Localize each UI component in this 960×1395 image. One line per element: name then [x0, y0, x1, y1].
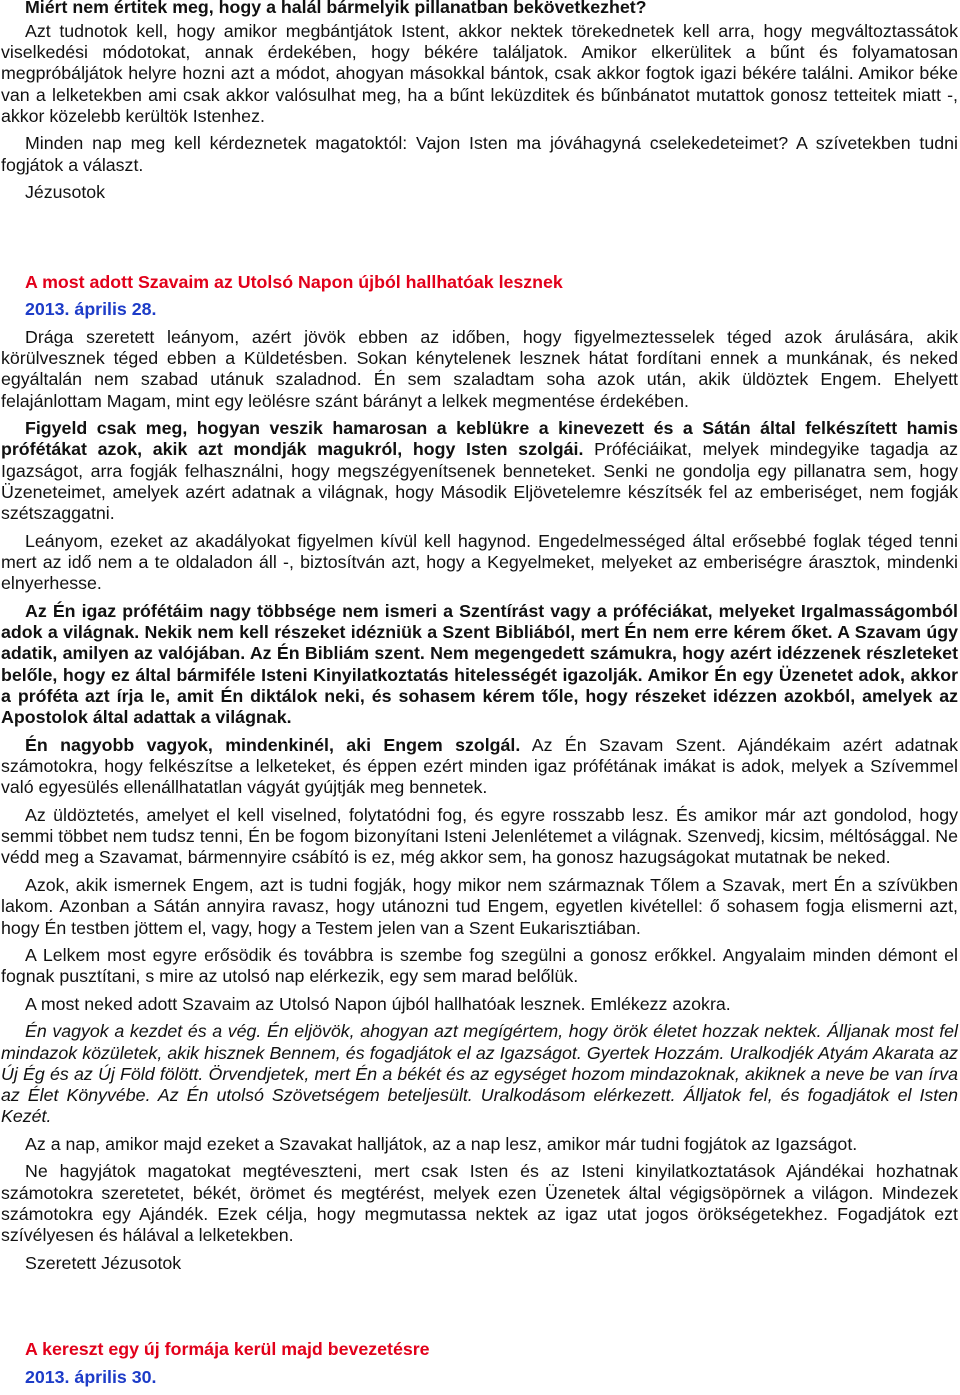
intro-title: Miért nem értitek meg, hogy a halál bármelyik pillanatban bekövetkezhet? — [25, 0, 647, 17]
message-1-paragraph-12: Ne hagyjátok magatokat megtéveszteni, mert csak Isten és az Isteni kinyilatkoztatások Ajándékai hozhatnak számotokra szeretetet, békét, örömet és megtérést, melyek ezen Üzenetek által végigsöpörnek a világon. Mindezek számotokra egy Ajándék. Ezek célja, hogy megmutassa nektek az igaz utat jogos örökségetekhez. Fogadjátok ezt szívélyesen és hálával a lelketekben. — [1, 1161, 958, 1246]
message-2-title: A kereszt egy új formája kerül majd bevezetésre — [25, 1339, 430, 1360]
message-1-paragraph-5-emphasis: Én nagyobb vagyok, mindenkinél, aki Engem szolgál. — [25, 734, 521, 755]
message-1-paragraph-5 — [1, 735, 958, 799]
message-1-signature: Szeretett Jézusotok — [25, 1252, 182, 1273]
message-1-paragraph-9: A most neked adott Szavaim az Utolsó Napon újból hallhatóak lesznek. Emlékezz azokra. — [25, 993, 731, 1014]
message-1-paragraph-11: Az a nap, amikor majd ezeket a Szavakat halljátok, az a nap lesz, amikor már tudni fogjátok az Igazságot. — [25, 1133, 858, 1154]
intro-signature: Jézusotok — [25, 182, 106, 203]
message-1-paragraph-2 — [1, 418, 958, 524]
message-2-date: 2013. április 30. — [25, 1366, 157, 1387]
message-1-paragraph-8: A Lelkem most egyre erősödik és továbbra is szembe fog szegülni a gonosz erőkkel. Angyalaim minden démont el fognak pusztítani, s mire az utolsó nap elérkezik, egy sem marad belőlük. — [1, 945, 958, 987]
message-1-title: A most adott Szavaim az Utolsó Napon újból hallhatóak lesznek — [25, 271, 563, 292]
message-1-paragraph-7: Azok, akik ismernek Engem, azt is tudni fogják, hogy mikor nem származnak Tőlem a Szavak, mert Én a szívükben lakom. Azonban a Sátán annyira ravasz, hogy utánozni tud Engem, egyetlen kivétellel: ő sohasem fogja elismerni azt, hogy Én testben jöttem el, vagy, hogy a Testem jelen van a Szent Eukarisztiában. — [1, 874, 958, 938]
message-1-date: 2013. április 28. — [25, 299, 157, 320]
message-1-paragraph-2-text: Próféciáikat, melyek mindegyike tagadja az Igazságot, arra fogják felhasználni, hogy megszégyenítsenek benneteket. Senki ne gondolja egy pillanatra sem, hogy Üzeneteimet, amelyek azért adatnak a világnak, hogy Második Eljövetelemre készítsék fel az emberiséget, nem fogják szétszaggatni. — [1, 439, 958, 524]
message-1-paragraph-1: Drága szeretett leányom, azért jövök ebben az időben, hogy figyelmeztesselek téged azok árulására, akik körülvesznek téged ebben a Küldetésben. Sokan kénytelenek lesznek hátat fordítani ennek a munkának, és neked egyáltalán nem szabad utánuk szaladnod. Én sem szaladtam soha azok után, akik üldöztek Engem. Ehelyett felajánlottam Magam, mint egy leölésre szánt bárányt a lelkek megmentése érdekében. — [1, 326, 958, 411]
intro-paragraph-1: Azt tudnotok kell, hogy amikor megbántjátok Istent, akkor nektek törekednetek kell arra, hogy megváltoztassátok viselkedési módotokat, annak érdekében, hogy békére találjatok. Amikor elkerülitek a bűnt és folyamatosan megpróbáljátok helyre hozni azt a módot, ahogyan másokkal bántok, csak akkor fogtok igazi békére találni. Amikor béke van a lelketekben ami csak akkor valósulhat meg, ha a bűnt leküzditek és bűnbánatot mutattok gonosz tetteitek miatt -, akkor közelebb kerültök Istenhez. — [1, 20, 958, 126]
message-1-paragraph-10: Én vagyok a kezdet és a vég. Én eljövök, ahogyan azt megígértem, hogy örök életet hozzak nektek. Álljanak most fel mindazok közületek, akik hisznek Bennem, és fogadjátok el az Igazságot. Gyertek Hozzám. Uralkodjék Atyám Akarata az Új Ég és az Új Föld fölött. Örvendjetek, mert Én a békét és az egységet hozom mindazoknak, akiknek a neve be van írva az Élet Könyvébe. Az Én utolsó Szövetségem beteljesült. Uralkodásom elérkezett. Álljatok fel, és fogadjátok el Isten Kezét. — [1, 1021, 958, 1127]
message-1-paragraph-5-text: Az Én Szavam Szent. Ajándékaim azért adatnak számotokra, hogy felkészítse a lelketeket, és éppen ezért minden igaz prófétának imákat is adok, melyek a Szívemmel való egyesülés ellenállhatatlan vágyát gyújtják meg bennetek. — [1, 734, 958, 798]
message-1-paragraph-2-emphasis: Figyeld csak meg, hogyan veszik hamarosan a keblükre a kinevezett és a Sátán által felkészített hamis prófétákat azok, akik azt mondják magukról, hogy Isten szolgái. — [1, 418, 958, 460]
message-1-paragraph-6: Az üldöztetés, amelyet el kell viselned, folytatódni fog, és egyre rosszabb lesz. És amikor már azt gondolod, hogy semmi többet nem tudsz tenni, Én be fogom bizonyítani Isteni Jelenlétemet a világnak. Szenvedj, kicsim, méltósággal. Ne védd meg a Szavamat, bármennyire csábító is ez, még akkor sem, ha gonosz hazugságokat mutatnak be neked. — [1, 804, 958, 868]
intro-paragraph-2: Minden nap meg kell kérdeznetek magatoktól: Vajon Isten ma jóváhagyná cselekedeteimet? A szívetekben tudni fogjátok a választ. — [1, 133, 958, 175]
message-1-paragraph-4: Az Én igaz prófétáim nagy többsége nem ismeri a Szentírást vagy a próféciákat, melyeket Irgalmasságomból adok a világnak. Nekik nem kell részeket idézniük a Szent Bibliából, mert Én nem erre kérem őket. A Szavam úgy adatik, amilyen az valójában. Az Én Bibliám szent. Nem megengedett számukra, hogy azért idézzenek részleteket belőle, hogy ez által bármiféle Isteni Kinyilatkoztatás hitelességét igazolják. Amikor Én egy Üzenetet adok, akkor a próféta azt írja le, amit Én diktálok neki, és sohasem kérem tőle, hogy részeket idézzen azokból, amelyek az Apostolok által adattak a világnak. — [1, 600, 958, 728]
message-1-paragraph-3: Leányom, ezeket az akadályokat figyelmen kívül kell hagynod. Engedelmességed által erősebbé foglak téged tenni mert az idő nem a te oldaladon áll -, biztosítván azt, hogy a Kegyelmeket, melyeket az emberiségre árasztok, mindenki elnyerhesse. — [1, 530, 958, 594]
document-page — [1, 0, 958, 1388]
